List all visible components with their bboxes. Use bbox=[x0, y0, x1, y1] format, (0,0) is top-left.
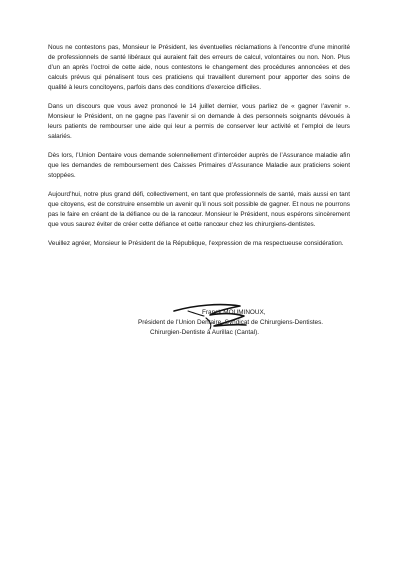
signature-block bbox=[118, 291, 358, 351]
signatory-subtitle: Chirurgien-Dentiste à Aurillac (Cantal). bbox=[150, 329, 260, 336]
paragraph-contest: Nous ne contestons pas, Monsieur le Président, les éventuelles réclamations à l’encontre d’une minorité de professionnels de santé libéraux qui auraient fait des erreurs de calcul, volontaires ou non. Non. Plus d’un an après l’octroi de cette aide, nous contestons le changement des procédures annoncées et des calculs prévus qui pénalisent tous ces praticiens qui travaillent durement pour apporter des soins de qualité à leurs concitoyens, parfois dans des conditions d’exercice difficiles. bbox=[48, 44, 350, 91]
paragraph-speech: Dans un discours que vous avez prononcé le 14 juillet dernier, vous parliez de « gagner l’avenir ». Monsieur le Président, on ne gagne pas l’avenir si on demande à des personnels soignants dévoués à leurs patients de rembourser une aide qui leur a permis de conserver leur activité et l’emploi de leurs salariés. bbox=[48, 103, 350, 140]
paragraph-request: Dès lors, l’Union Dentaire vous demande solennellement d’intercéder auprès de l’Assurance maladie afin que les demandes de remboursement des Caisses Primaires d’Assurance Maladie aux praticiens soient stoppées. bbox=[48, 152, 350, 179]
signatory-name: Franck MOUMINOUX, bbox=[202, 309, 266, 316]
paragraph-closing: Veuillez agréer, Monsieur le Président de la République, l’expression de ma respectueuse considération. bbox=[48, 240, 344, 247]
letter-body bbox=[48, 43, 350, 258]
signatory-title: Président de l’Union Dentaire, Syndicat de Chirurgiens-Dentistes. bbox=[138, 319, 324, 326]
paragraph-challenge: Aujourd’hui, notre plus grand défi, collectivement, en tant que professionnels de santé, mais aussi en tant que citoyens, est de construire ensemble un avenir qu’il nous soit possible de gagner. Et nous ne pourrons pas le faire en créant de la défiance ou de la rancœur. Monsieur le Président, nous espérons sincèrement que vous saurez éviter de créer cette défiance et cette rancœur chez les chirurgiens-dentistes. bbox=[48, 191, 350, 228]
